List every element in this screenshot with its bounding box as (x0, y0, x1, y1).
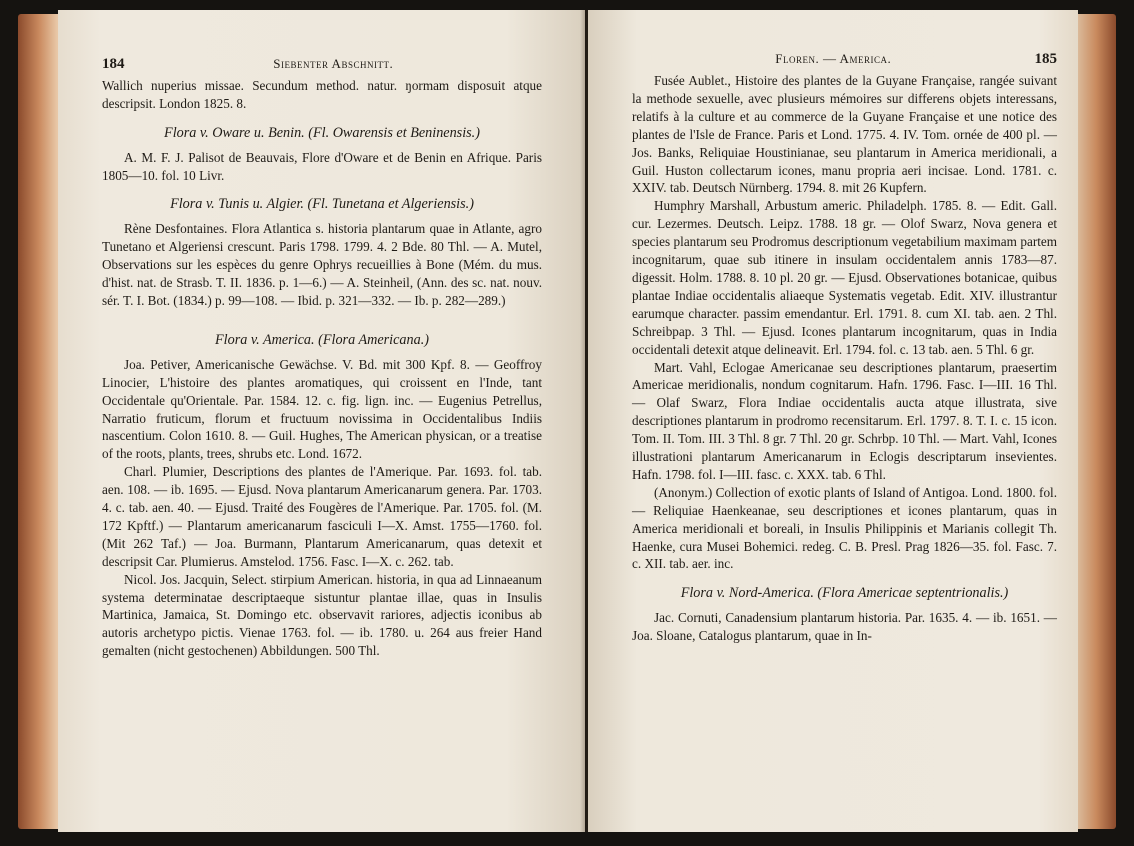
paragraph: A. M. F. J. Palisot de Beauvais, Flore d'Oware et de Benin en Afrique. Paris 1805—10. fol. 10 Livr. (102, 149, 542, 183)
section-heading: Flora v. Tunis u. Algier. (Fl. Tunetana et Algeriensis.) (170, 196, 474, 213)
paragraph: Mart. Vahl, Eclogae Americanae seu descriptiones plantarum, praesertim Americae meridionalis, nondum cognitarum. Hafn. 1796. Fasc. I—III. 16 Thl. — Olaf Swarz, Flora Indiae occidentalis aucta atque illustrata, sive descriptiones plantarum in prodromo recensitarum. Erl. 1797. 8. T. I. c. 15 icon. Tom. II. Tom. III. 3 Thl. 8 gr. 7 Thl. 20 gr. Schrbp. 10 Thl. — Mart. Vahl, Icones illustrationi plantarum Americanarum in Eclogis descriptarum insevientes. Hafn. 1798. fol. I—III. fasc. c. XXX. tab. 6 Thl. (632, 359, 1057, 482)
paragraph: Charl. Plumier, Descriptions des plantes de l'Amerique. Par. 1693. fol. tab. aen. 108. — ib. 1695. — Ejusd. Nova plantarum Americanarum genera. Par. 1703. 4. c. tab. aen. 40. — Ejusd. Traité des Fougères de l'Amerique. Par. 1705. fol. (M. 172 Kpftf.) — Plantarum americanarum fasciculi I—X. Amst. 1755—1760. fol. (Mit 262 Taf.) — Joa. Burmann, Plantarum Americanarum, quas detexit et descripsit Car. Plumierus. Amstelod. 1756. Fasc. I—X. c. 262. tab. (102, 464, 542, 569)
paragraph: Fusée Aublet., Histoire des plantes de la Guyane Française, rangée suivant la methode sexuelle, avec plusieurs mémoires sur differens objets interessans, relatifs à la culture et au commerce de la Guyane Française et une notice des plantes de l'Isle de France. Paris et Lond. 1775. 4. IV. Tom. ornée de 400 pl. — Jos. Banks, Reliquiae Houstinianae, seu plantarum in America meridionali, a Guil. Huston collectarum icones, manu propria aeri incisae. Lond. 1781. c. XXIV. tab. Deutsch Nürnberg. 1794. 8. mit 26 Kupfern. (632, 73, 1057, 196)
page-number: 184 (102, 56, 125, 72)
paragraph: Jac. Cornuti, Canadensium plantarum historia. Par. 1635. 4. — ib. 1651. — Joa. Sloane, Catalogus plantarum, quae in In- (632, 610, 1057, 644)
right-page-content (632, 51, 1057, 645)
paragraph: Joa. Petiver, Americanische Gewächse. V. Bd. mit 300 Kpf. 8. — Geoffroy Linocier, L'histoire des plantes aromatiques, qui croissent en l'Inde, tant Occidentale qu'Orientale. Par. 1584. 12. c. fig. lign. inc. — Eugenius Petrellus, Narratio fruticum, florum et fructuum novissima in Occidentalibus Indiis nascentium. Colon 1610. 8. — Guil. Hughes, The American physican, or a treatise of the roots, plants, trees, shrubs etc. Lond. 1672. (102, 356, 542, 462)
left-page (58, 10, 585, 832)
paragraph: Nicol. Jos. Jacquin, Select. stirpium American. historia, in qua ad Linnaeanum systema determinatae descriptaeque sistuntur plantae illae, quas in Insulis Martinica, Jamaica, St. Domingo etc. observavit rariores, adjectis iconibus ab autoris archetypo pictis. Vienae 1763. fol. — ib. 1780. u. 264 aus freier Hand gemalten (nicht gestochenen) Abbildungen. 500 Thl. (102, 571, 542, 659)
right-page-header (632, 50, 1057, 69)
page-number: 185 (1034, 51, 1057, 67)
left-page-header (102, 55, 542, 74)
running-head: Floren. — America. (775, 51, 892, 66)
section-heading: Flora v. America. (Flora Americana.) (215, 331, 429, 348)
left-page-content (102, 55, 542, 660)
running-head: Siebenter Abschnitt. (273, 56, 394, 71)
section-heading: Flora v. Oware u. Benin. (Fl. Owarensis et Beninensis.) (164, 124, 480, 141)
right-page-edges (1072, 14, 1116, 829)
paragraph: Wallich nuperius missae. Secundum method. natur. ŋormam disposuit atque descripsit. London 1825. 8. (102, 77, 542, 111)
paragraph: (Anonym.) Collection of exotic plants of Island of Antigoa. Lond. 1800. fol. — Reliquiae Haenkeanae, seu descriptiones et icones plantarum, quas in America meridionali et boreali, in Insulis Philippinis et Marianis collegit Th. Haenke, cura Musei Bohemici. redeg. C. B. Presl. Prag 1826—35. fol. Fasc. 7. c. XII. tab. aer. inc. (632, 484, 1057, 572)
right-page (588, 10, 1078, 832)
section-heading: Flora v. Nord-America. (Flora Americae septentrionalis.) (680, 585, 1009, 602)
paragraph: Rène Desfontaines. Flora Atlantica s. historia plantarum quae in Atlante, agro Tunetano et Algeriensi crescunt. Paris 1798. 1799. 4. 2 Bde. 80 Thl. — A. Mutel, Observations sur les espèces du genre Ophrys recueillies à Bone (Mém. du mus. d'hist. nat. de Strasb. T. II. 1836. p. 1—6.) — A. Steinheil, (Ann. des sc. nat. nouv. sér. T. I. Bot. (1834.) p. 99—108. — Ibid. p. 321—332. — Ib. p. 282—289.) (102, 221, 542, 308)
paragraph: Humphry Marshall, Arbustum americ. Philadelph. 1785. 8. — Edit. Gall. cur. Lezermes. Deutsch. Leipz. 1788. 18 gr. — Olof Swarz, Nova genera et species plantarum seu Prodromus descriptionum vegetabilium maximam partem incognitarum, quae sub itinere in insulam occidentalem annis 1783—87. digessit. Holm. 1788. 8. 10 pl. 20 gr. — Ejusd. Observationes botanicae, quibus plantae Indiae occidentalis aliaeque Systematis vegetab. Edit. XIV. illustrantur earumque character. passim emendantur. Erl. 1791. 8. cum XI. tab. aen. 2 Thl. Schreibpap. 3 Thl. — Ejusd. Icones plantarum incognitarum, quas in India occidentali detexit atque delineavit. Erl. 1794. fol. c. 13 tab. aen. 5 Thl. 6 gr. (632, 198, 1057, 357)
